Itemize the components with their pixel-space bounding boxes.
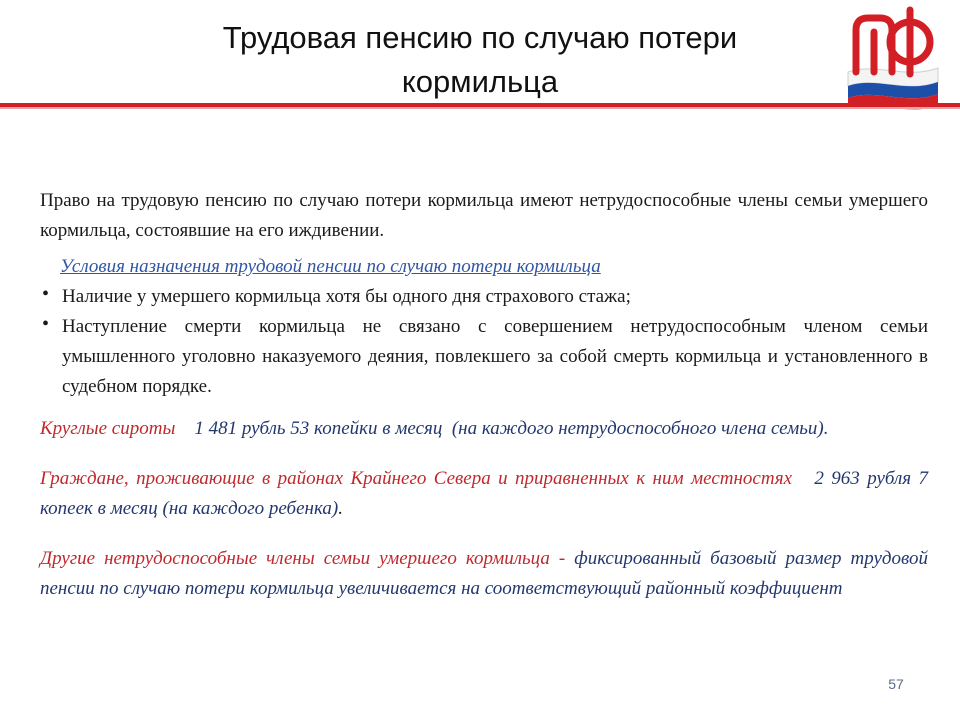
orphans-label: Круглые сироты [40,418,176,439]
intro-paragraph: Право на трудовую пенсию по случаю потери кормильца имеют нетрудоспособные члены семьи умершего кормильца, состоявшие на его иждивении. [40,190,928,241]
others-paragraph [40,544,928,604]
slide-body [40,186,928,604]
north-end: . [338,498,343,519]
orphans-amount: 1 481 рубль 53 копейки в месяц [194,418,443,439]
conditions-heading: Условия назначения трудовой пенсии по случаю потери кормильца [60,256,601,277]
north-paragraph [40,464,928,524]
pension-fund-logo [836,2,946,110]
slide-title [150,16,810,104]
orphans-end: . [823,418,829,439]
conditions-list [40,282,928,402]
orphans-note: (на каждого нетрудоспособного члена семьи) [451,418,824,439]
page-number: 57 [888,676,904,692]
header-divider-shadow [0,107,960,109]
north-amount: 2 963 рубля 7 копеек в месяц (на каждого ребенка) [40,468,928,519]
slide-title-line-1: Трудовая пенсию по случаю потери [222,20,738,55]
others-label: Другие нетрудоспособные члены семьи умершего кормильца [40,548,550,569]
pf-emblem-icon [856,10,930,74]
others-text: фиксированный базовый размер трудовой пенсии по случаю потери кормильца увеличивается на соответствующий районный коэффициент [40,548,928,599]
condition-item: • Наступление смерти кормильца не связано с совершением нетрудоспособным членом семьи умышленного уголовно наказуемого деяния, повлекшего за собой смерть кормильца и установленного в судебном порядке. [40,312,928,402]
others-dash: - [558,548,566,569]
north-label: Граждане, проживающие в районах Крайнего Севера и приравненных к ним местностях [40,468,793,489]
condition-item: • Наличие у умершего кормильца хотя бы одного дня страхового стажа; [40,282,928,312]
orphans-paragraph [40,414,928,444]
slide-title-line-2: кормильца [401,64,559,99]
